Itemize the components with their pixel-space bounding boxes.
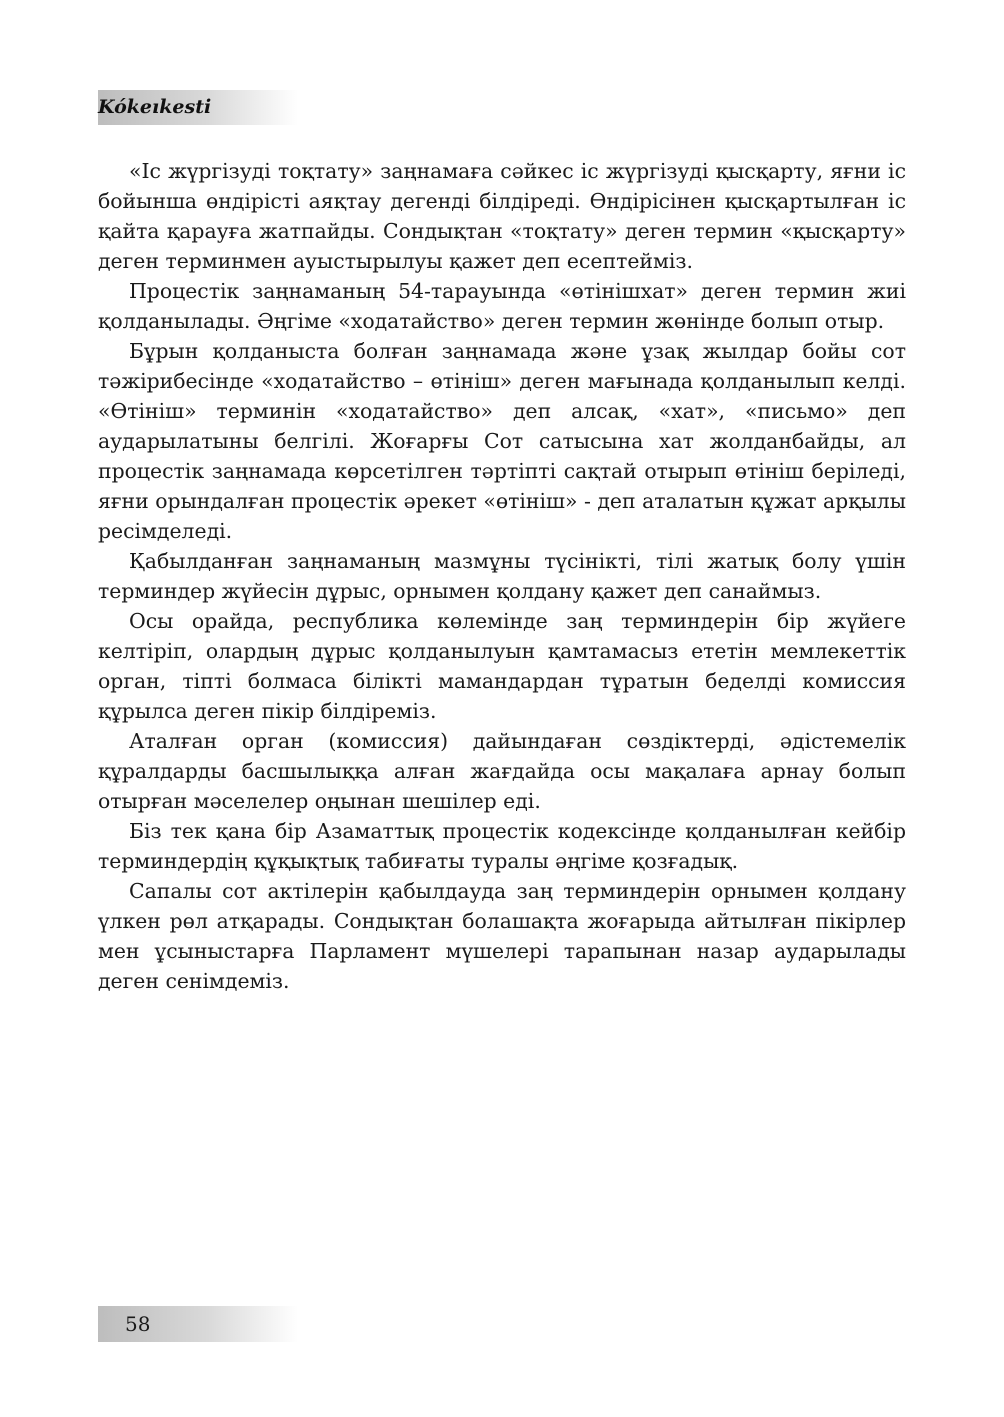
paragraph: Біз тек қана бір Азаматтық процестік кодексінде қолданылған кейбір терминдердің құқықтық табиғаты туралы әңгіме қозғадық.: [98, 819, 906, 873]
paragraph: Қабылданған заңнаманың мазмұны түсінікті, тілі жатық болу үшін терминдер жүйесін дұрыс, орнымен қолдану қажет деп санаймыз.: [98, 549, 906, 603]
paragraph: «Іс жүргізуді тоқтату» заңнамаға сәйкес іс жүргізуді қысқарту, яғни іс бойынша өндірісті аяқтау дегенді білдіреді. Өндірісінен қысқартылған іс қайта қарауға жатпайды. Сондықтан «тоқтату» деген термин «қысқарту» деген терминмен ауыстырылуы қажет деп есептейміз.: [98, 159, 906, 273]
paragraph: Процестік заңнаманың 54-тарауында «өтінішхат» деген термин жиі қолданылады. Әңгіме «ходатайство» деген термин жөнінде болып отыр.: [98, 279, 906, 333]
page-number: 58: [125, 1312, 151, 1336]
paragraph: Аталған орган (комиссия) дайындаған сөздіктерді, әдістемелік құралдарды басшылыққа алған жағдайда осы мақалаға арнау болып отырған мәселелер оңынан шешілер еді.: [98, 729, 906, 813]
body-text: [98, 156, 906, 996]
paragraph: Сапалы сот актілерін қабылдауда заң терминдерін орнымен қолдану үлкен рөл атқарады. Сондықтан болашақта жоғарыда айтылған пікірлер мен ұсыныстарға Парламент мүшелері тарапынан назар аударылады деген сенімдеміз.: [98, 879, 906, 993]
running-header-title: Kókeıkesti: [98, 96, 212, 118]
paragraph: Бұрын қолданыста болған заңнамада және ұзақ жылдар бойы сот тәжірибесінде «ходатайство – өтініш» деген мағынада қолданылып келді. «Өтініш» терминін «ходатайство» деп алсақ, «хат», «письмо» деп аударылатыны белгілі. Жоғарғы Сот сатысына хат жолданбайды, ал процестік заңнамада көрсетілген тәртіпті сақтай отырып өтініш беріледі, яғни орындалған процестік әрекет «өтініш» - деп аталатын құжат арқылы ресімделеді.: [98, 339, 906, 543]
paragraph: Осы орайда, республика көлемінде заң терминдерін бір жүйеге келтіріп, олардың дұрыс қолданылуын қамтамасыз ететін мемлекеттік орган, тіпті болмаса білікті мамандардан тұратын беделді комиссия құрылса деген пікір білдіреміз.: [98, 609, 906, 723]
